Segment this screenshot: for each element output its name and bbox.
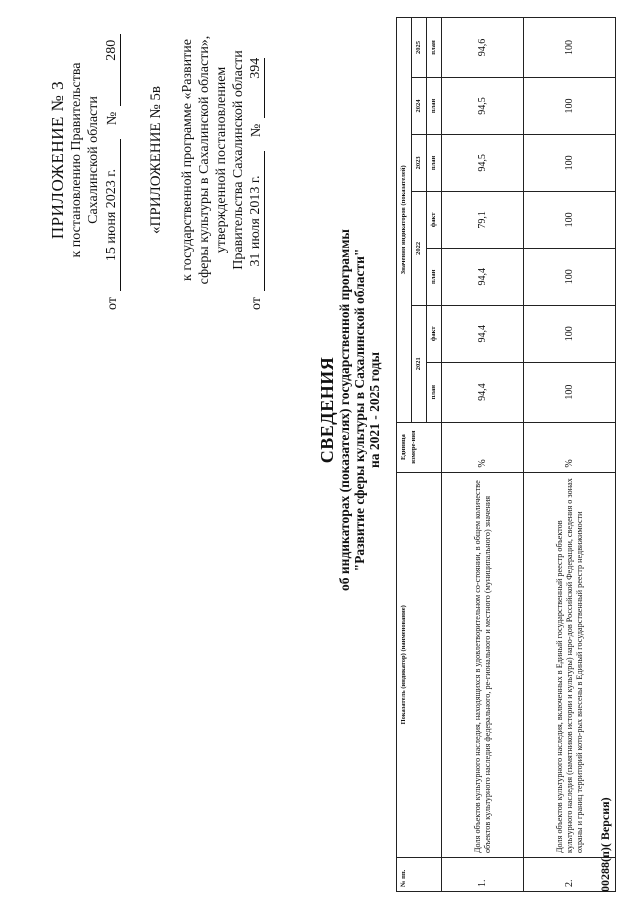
header-year-2025: 2025 <box>412 18 427 78</box>
appendix-old-line-2: сферы культуры в Сахалинской области», <box>197 35 212 285</box>
appendix-old-from-label: от <box>249 297 264 310</box>
row-number: 1. <box>442 858 524 892</box>
appendix-date-row <box>103 10 121 310</box>
value-2022-fact: 79,1 <box>442 191 524 248</box>
row-indicator-name: Доля объектов культурного наследия, находящихся в удовлетворительном со-стоянии, в общем количестве объектов культурного наследия федерального, ре-гионального и местного (муниципального) значения <box>442 472 524 857</box>
appendix-old-line-3: утвержденной постановлением <box>214 66 229 254</box>
heading-line-1: об индикаторах (показателях) государственной программы <box>337 229 352 591</box>
header-plan: план <box>427 18 442 78</box>
header-unit: Единица измере-ния <box>397 422 442 472</box>
appendix-old-block <box>148 10 265 310</box>
value-2022-fact: 100 <box>524 191 616 248</box>
appendix-old-line-1: к государственной программе «Развитие <box>180 39 195 281</box>
value-2024-plan: 100 <box>524 78 616 135</box>
appendix-date: 15 июня 2023 г. <box>103 139 121 291</box>
header-plan: план <box>427 248 442 305</box>
table-row <box>442 18 524 892</box>
appendix-block <box>48 10 121 310</box>
value-2021-plan: 100 <box>524 362 616 422</box>
value-2022-plan: 100 <box>524 248 616 305</box>
appendix-line-2: Сахалинской области <box>86 96 101 224</box>
appendix-number: 280 <box>103 34 121 106</box>
document-footer-code: 00288(п)( Версия) <box>598 797 612 892</box>
heading-title: СВЕДЕНИЯ <box>317 356 337 464</box>
appendix-old-number-label: № <box>249 123 264 138</box>
value-2022-plan: 94,4 <box>442 248 524 305</box>
indicators-table <box>396 17 616 892</box>
heading-line-2: "Развитие сферы культуры в Сахалинской области" <box>352 248 367 572</box>
appendix-from-label: от <box>105 297 120 310</box>
table-header-row-1 <box>397 18 412 892</box>
appendix-number-label: № <box>105 111 120 126</box>
header-fact: факт <box>427 305 442 362</box>
appendix-old-number: 394 <box>247 58 265 118</box>
value-2025-plan: 94,6 <box>442 18 524 78</box>
value-2023-plan: 100 <box>524 134 616 191</box>
appendix-old-line-4: Правительства Сахалинской области <box>231 50 246 270</box>
appendix-old-title: «ПРИЛОЖЕНИЕ № 5в <box>148 86 164 234</box>
header-year-2023: 2023 <box>412 134 427 191</box>
header-year-2021: 2021 <box>412 305 427 422</box>
header-indicator: Показатель (индикатор) (наименование) <box>397 472 442 857</box>
appendix-title: ПРИЛОЖЕНИЕ № 3 <box>48 80 67 240</box>
header-num: № пп. <box>397 858 442 892</box>
value-2025-plan: 100 <box>524 18 616 78</box>
header-plan: план <box>427 134 442 191</box>
appendix-line-1: к постановлению Правительства <box>69 62 84 258</box>
heading-line-3: на 2021 - 2025 годы <box>367 351 382 469</box>
value-2021-fact: 100 <box>524 305 616 362</box>
row-unit: % <box>524 422 616 472</box>
header-year-2022: 2022 <box>412 191 427 305</box>
document-heading <box>318 200 382 620</box>
header-values: Значения индикаторов (показателей) <box>397 18 412 423</box>
header-plan: план <box>427 362 442 422</box>
value-2024-plan: 94,5 <box>442 78 524 135</box>
table-row <box>524 18 616 892</box>
value-2021-fact: 94,4 <box>442 305 524 362</box>
appendix-old-date: 31 июля 2013 г. <box>247 151 265 291</box>
row-indicator-name: Доля объектов культурного наследия, включенных в Единый государственный реестр объектов культурного наследия (памятников истории и культуры) наро-дов Российской Федерации, сведения о зонах охраны и границ территорий кото-рых внесены в Единый государственный реестр недвижимости <box>524 472 616 857</box>
header-fact: факт <box>427 191 442 248</box>
header-plan: план <box>427 78 442 135</box>
header-year-2024: 2024 <box>412 78 427 135</box>
row-number: 2. <box>524 858 616 892</box>
value-2021-plan: 94,4 <box>442 362 524 422</box>
value-2023-plan: 94,5 <box>442 134 524 191</box>
appendix-old-date-row <box>247 10 265 310</box>
row-unit: % <box>442 422 524 472</box>
